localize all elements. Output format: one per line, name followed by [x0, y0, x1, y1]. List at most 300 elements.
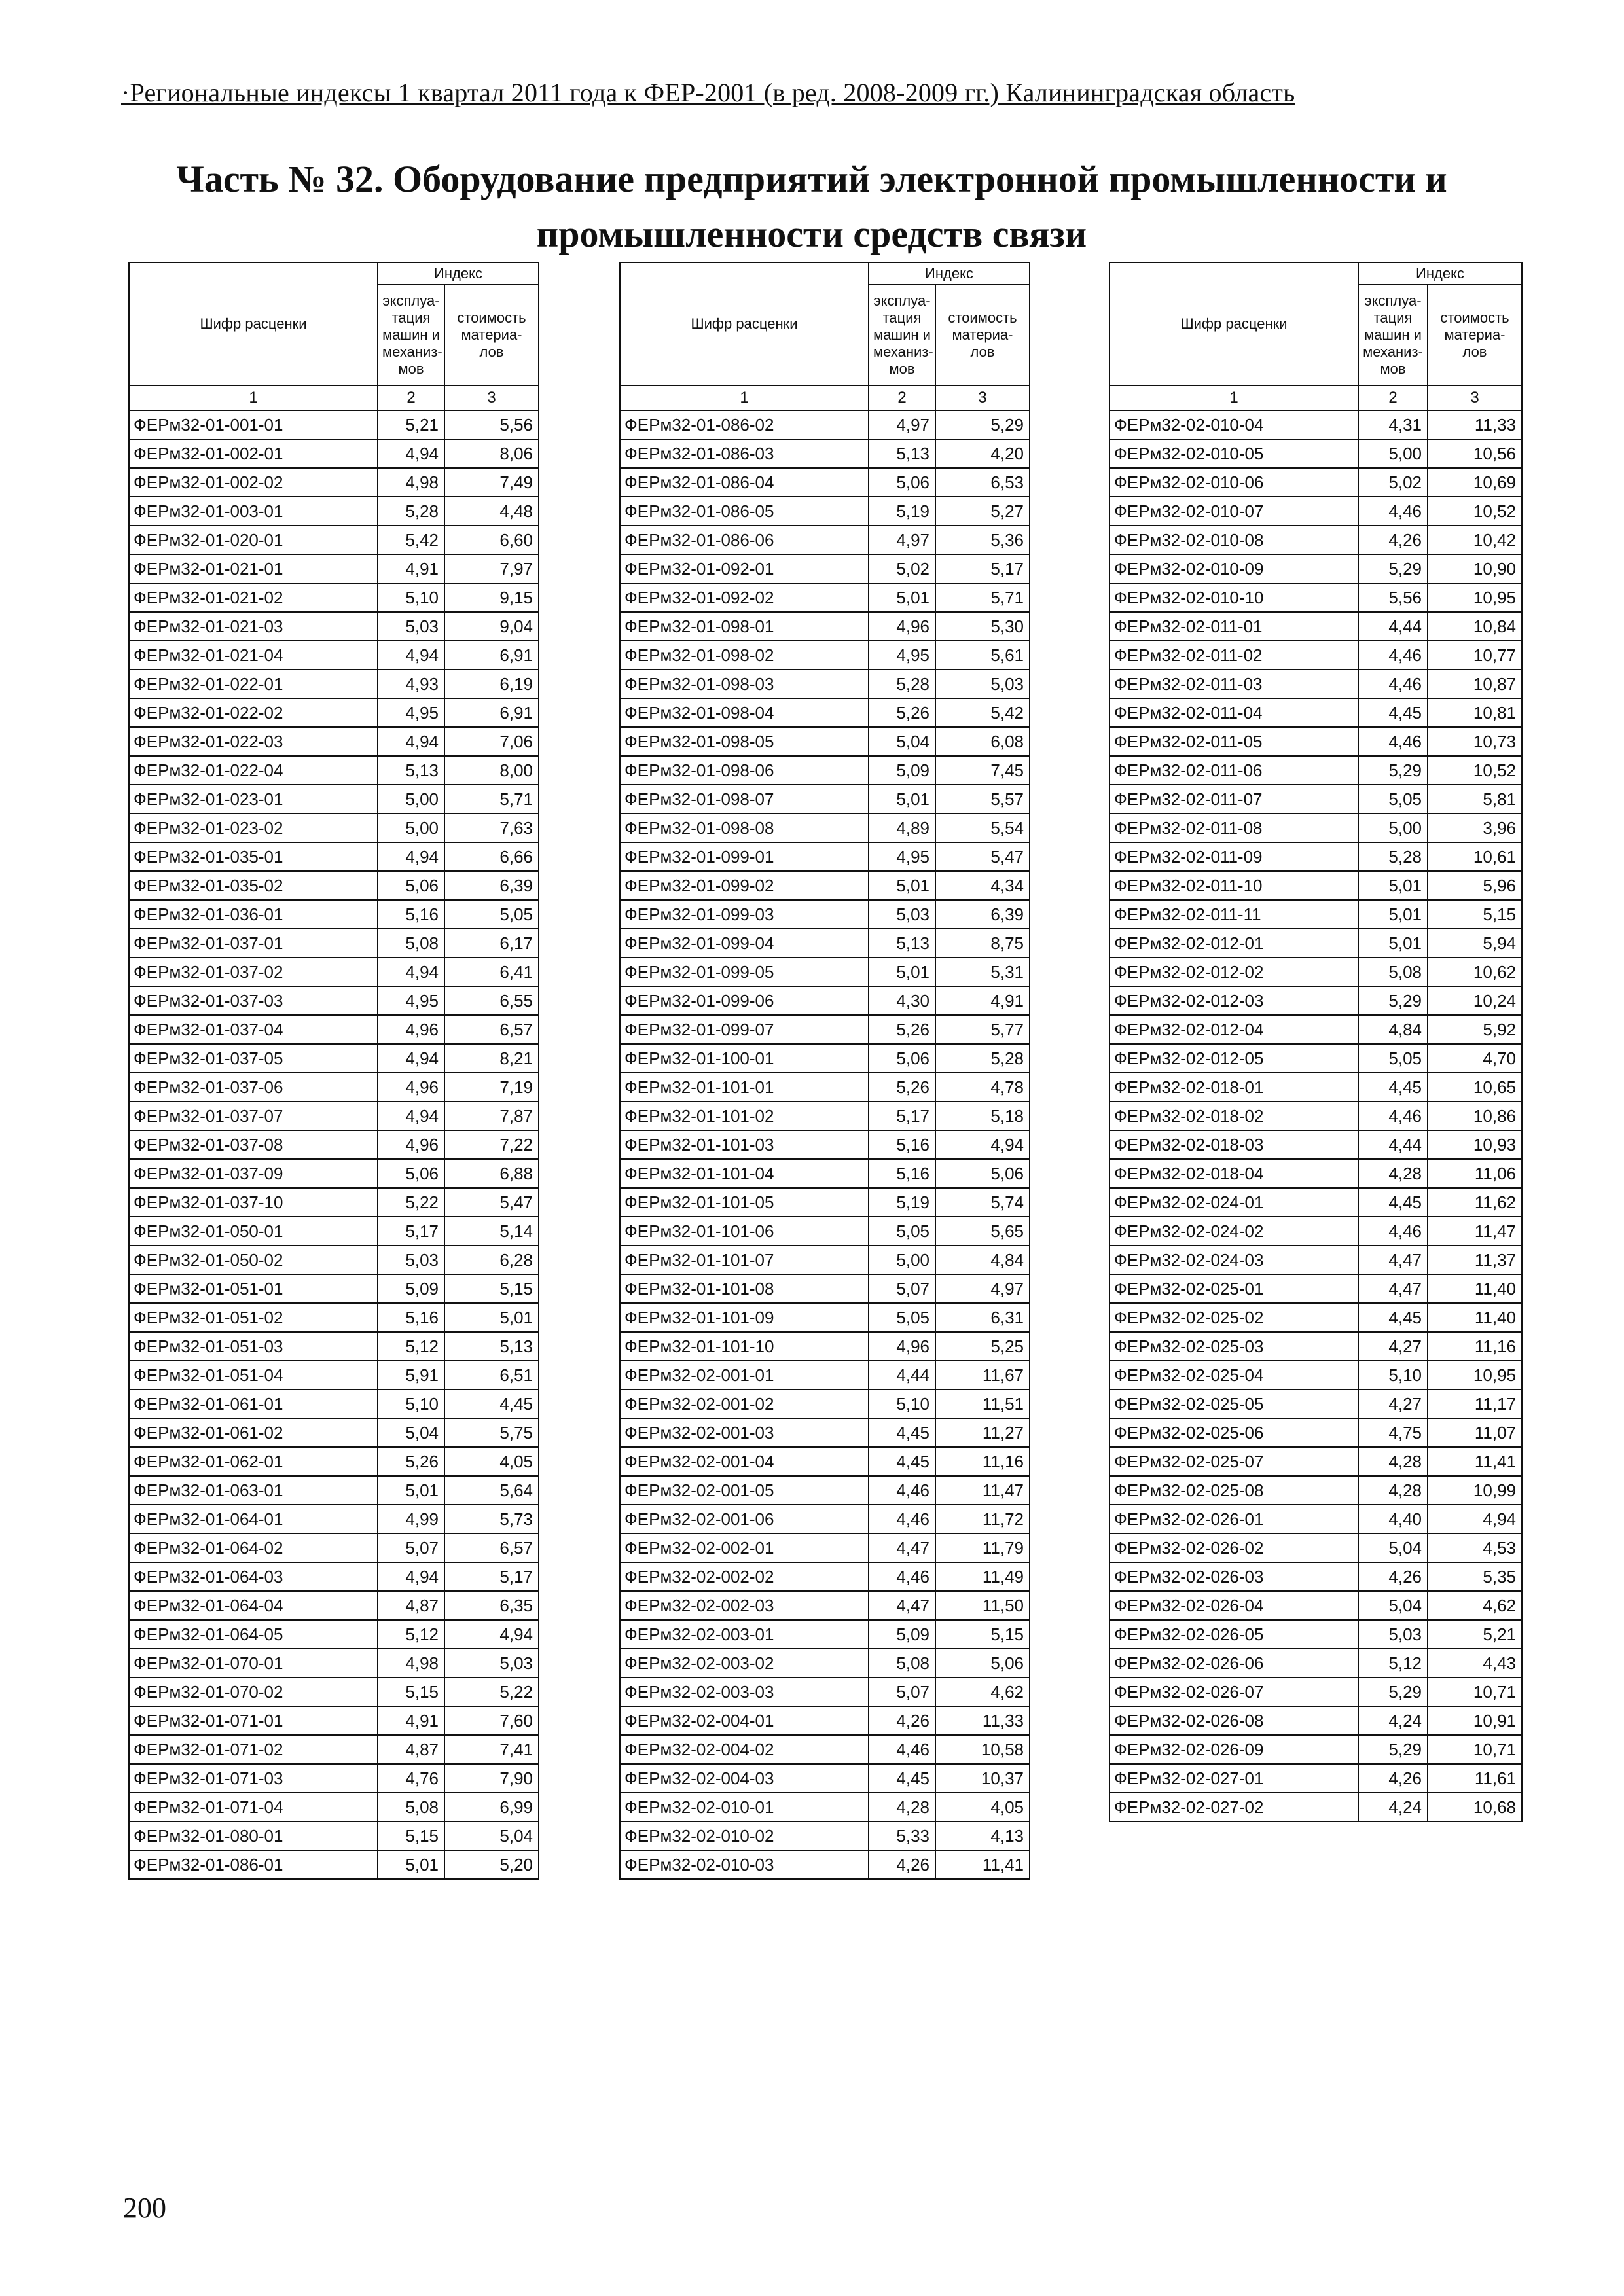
machines-index-cell: 5,26: [869, 1073, 935, 1102]
rate-code-cell: ФЕРм32-01-061-02: [129, 1418, 378, 1447]
table-row: [129, 439, 539, 468]
machines-index-cell: 4,46: [869, 1735, 935, 1764]
table-row: [1110, 1620, 1522, 1649]
materials-index-cell: 10,52: [1428, 756, 1522, 785]
rate-code-cell: ФЕРм32-01-086-04: [620, 468, 869, 497]
materials-index-cell: 6,60: [444, 526, 539, 554]
machines-index-cell: 5,33: [869, 1821, 935, 1850]
table-row: [1110, 785, 1522, 814]
rate-code-cell: ФЕРм32-01-101-07: [620, 1246, 869, 1274]
rate-code-cell: ФЕРм32-02-010-04: [1110, 410, 1358, 439]
rate-code-cell: ФЕРм32-02-026-03: [1110, 1562, 1358, 1591]
materials-index-cell: 6,88: [444, 1159, 539, 1188]
rate-code-cell: ФЕРм32-02-012-01: [1110, 929, 1358, 958]
machines-index-cell: 5,22: [378, 1188, 444, 1217]
materials-index-cell: 7,06: [444, 727, 539, 756]
table-row: [620, 1332, 1030, 1361]
table-row: [129, 871, 539, 900]
rate-code-cell: ФЕРм32-02-001-06: [620, 1505, 869, 1534]
materials-index-cell: 10,99: [1428, 1476, 1522, 1505]
materials-index-cell: 8,75: [935, 929, 1030, 958]
rate-code-cell: ФЕРм32-01-061-01: [129, 1390, 378, 1418]
table-row: [1110, 1793, 1522, 1821]
table-row: [1110, 1015, 1522, 1044]
table-row: [1110, 958, 1522, 986]
table-row: [620, 698, 1030, 727]
rate-code-cell: ФЕРм32-01-037-08: [129, 1130, 378, 1159]
table-row: [129, 1159, 539, 1188]
table-row: [1110, 900, 1522, 929]
table-row: [620, 929, 1030, 958]
materials-index-cell: 5,29: [935, 410, 1030, 439]
table-row: [129, 698, 539, 727]
machines-index-cell: 5,28: [869, 670, 935, 698]
rate-code-cell: ФЕРм32-02-004-03: [620, 1764, 869, 1793]
materials-index-cell: 5,74: [935, 1188, 1030, 1217]
materials-index-cell: 10,95: [1428, 1361, 1522, 1390]
materials-index-cell: 5,73: [444, 1505, 539, 1534]
materials-index-cell: 11,41: [1428, 1447, 1522, 1476]
table-row: [1110, 1274, 1522, 1303]
table-row: [620, 1850, 1030, 1879]
table-row: [620, 1821, 1030, 1850]
rate-code-cell: ФЕРм32-01-092-02: [620, 583, 869, 612]
machines-index-cell: 4,94: [378, 727, 444, 756]
table-row: [620, 554, 1030, 583]
machines-index-cell: 5,06: [378, 1159, 444, 1188]
rate-code-cell: ФЕРм32-02-012-02: [1110, 958, 1358, 986]
part-title-line-1: Часть № 32. Оборудование предприятий электронной промышленности и: [176, 158, 1447, 200]
materials-index-cell: 6,39: [444, 871, 539, 900]
machines-index-cell: 4,75: [1358, 1418, 1428, 1447]
rate-code-cell: ФЕРм32-02-026-06: [1110, 1649, 1358, 1677]
machines-index-cell: 5,05: [1358, 785, 1428, 814]
machines-index-cell: 5,01: [869, 958, 935, 986]
machines-index-cell: 5,13: [378, 756, 444, 785]
table-row: [1110, 1390, 1522, 1418]
materials-index-cell: 5,15: [1428, 900, 1522, 929]
materials-index-cell: 5,15: [935, 1620, 1030, 1649]
materials-index-cell: 4,62: [1428, 1591, 1522, 1620]
machines-index-cell: 4,46: [869, 1505, 935, 1534]
rate-code-cell: ФЕРм32-01-092-01: [620, 554, 869, 583]
rate-code-cell: ФЕРм32-02-018-03: [1110, 1130, 1358, 1159]
materials-index-cell: 11,33: [935, 1706, 1030, 1735]
table-row: [129, 1764, 539, 1793]
machines-index-cell: 4,46: [1358, 670, 1428, 698]
table-row: [129, 814, 539, 842]
materials-index-cell: 10,71: [1428, 1677, 1522, 1706]
rate-code-cell: ФЕРм32-02-026-09: [1110, 1735, 1358, 1764]
table-row: [1110, 842, 1522, 871]
rate-code-cell: ФЕРм32-02-025-07: [1110, 1447, 1358, 1476]
table-row: [129, 1015, 539, 1044]
materials-index-cell: 10,93: [1428, 1130, 1522, 1159]
machines-index-cell: 4,44: [1358, 1130, 1428, 1159]
rate-code-cell: ФЕРм32-01-003-01: [129, 497, 378, 526]
header-code: Шифр расценки: [129, 262, 378, 386]
table-row: [129, 1044, 539, 1073]
rate-code-cell: ФЕРм32-01-101-08: [620, 1274, 869, 1303]
table-row: [129, 1361, 539, 1390]
table-row: [129, 958, 539, 986]
materials-index-cell: 5,01: [444, 1303, 539, 1332]
materials-index-cell: 11,51: [935, 1390, 1030, 1418]
materials-index-cell: 5,20: [444, 1850, 539, 1879]
machines-index-cell: 4,27: [1358, 1332, 1428, 1361]
machines-index-cell: 4,44: [1358, 612, 1428, 641]
machines-index-cell: 4,99: [378, 1505, 444, 1534]
materials-index-cell: 11,47: [935, 1476, 1030, 1505]
table-row: [620, 785, 1030, 814]
materials-index-cell: 5,28: [935, 1044, 1030, 1073]
machines-index-cell: 5,16: [378, 1303, 444, 1332]
machines-index-cell: 4,94: [378, 1044, 444, 1073]
table-row: [129, 1274, 539, 1303]
table-row: [1110, 1505, 1522, 1534]
machines-index-cell: 5,03: [378, 612, 444, 641]
table-row: [129, 1390, 539, 1418]
table-row: [620, 1706, 1030, 1735]
materials-index-cell: 5,30: [935, 612, 1030, 641]
table-row: [1110, 1246, 1522, 1274]
materials-index-cell: 5,94: [1428, 929, 1522, 958]
materials-index-cell: 11,16: [1428, 1332, 1522, 1361]
table-row: [1110, 526, 1522, 554]
rate-code-cell: ФЕРм32-01-071-03: [129, 1764, 378, 1793]
rate-code-cell: ФЕРм32-01-064-04: [129, 1591, 378, 1620]
table-row: [129, 583, 539, 612]
materials-index-cell: 10,81: [1428, 698, 1522, 727]
machines-index-cell: 5,07: [378, 1534, 444, 1562]
table-row: [129, 468, 539, 497]
machines-index-cell: 4,89: [869, 814, 935, 842]
rate-code-cell: ФЕРм32-01-037-01: [129, 929, 378, 958]
materials-index-cell: 11,41: [935, 1850, 1030, 1879]
table-row: [620, 1188, 1030, 1217]
machines-index-cell: 4,30: [869, 986, 935, 1015]
table-row: [129, 1706, 539, 1735]
header-index: Индекс: [1358, 262, 1522, 285]
machines-index-cell: 4,47: [1358, 1246, 1428, 1274]
materials-index-cell: 7,87: [444, 1102, 539, 1130]
table-row: [620, 958, 1030, 986]
rate-code-cell: ФЕРм32-01-099-01: [620, 842, 869, 871]
machines-index-cell: 4,47: [869, 1591, 935, 1620]
rate-code-cell: ФЕРм32-02-024-02: [1110, 1217, 1358, 1246]
materials-index-cell: 5,31: [935, 958, 1030, 986]
materials-index-cell: 6,55: [444, 986, 539, 1015]
materials-index-cell: 5,71: [935, 583, 1030, 612]
rate-code-cell: ФЕРм32-01-064-01: [129, 1505, 378, 1534]
rate-code-cell: ФЕРм32-01-051-02: [129, 1303, 378, 1332]
machines-index-cell: 4,91: [378, 1706, 444, 1735]
table-row: [1110, 1418, 1522, 1447]
materials-index-cell: 5,06: [935, 1649, 1030, 1677]
rate-code-cell: ФЕРм32-02-012-03: [1110, 986, 1358, 1015]
machines-index-cell: 4,44: [869, 1361, 935, 1390]
rate-code-cell: ФЕРм32-02-011-08: [1110, 814, 1358, 842]
materials-index-cell: 5,03: [444, 1649, 539, 1677]
machines-index-cell: 4,97: [869, 410, 935, 439]
table-row: [1110, 1217, 1522, 1246]
rate-code-cell: ФЕРм32-01-098-04: [620, 698, 869, 727]
machines-index-cell: 5,13: [869, 439, 935, 468]
table-row: [129, 1303, 539, 1332]
table-row: [129, 1102, 539, 1130]
materials-index-cell: 5,81: [1428, 785, 1522, 814]
column-number-1: 1: [129, 386, 378, 410]
rate-code-cell: ФЕРм32-02-011-05: [1110, 727, 1358, 756]
machines-index-cell: 5,19: [869, 1188, 935, 1217]
header-materials: стоимость материа-лов: [1428, 285, 1522, 386]
rate-code-cell: ФЕРм32-01-037-07: [129, 1102, 378, 1130]
rate-code-cell: ФЕРм32-01-036-01: [129, 900, 378, 929]
machines-index-cell: 4,24: [1358, 1793, 1428, 1821]
materials-index-cell: 8,00: [444, 756, 539, 785]
table-row: [129, 756, 539, 785]
machines-index-cell: 4,84: [1358, 1015, 1428, 1044]
rate-code-cell: ФЕРм32-01-022-04: [129, 756, 378, 785]
table-row: [620, 1073, 1030, 1102]
machines-index-cell: 4,98: [378, 1649, 444, 1677]
part-title-line-2: промышленности средств связи: [536, 213, 1087, 255]
rate-code-cell: ФЕРм32-01-086-02: [620, 410, 869, 439]
table-row: [620, 1620, 1030, 1649]
machines-index-cell: 5,26: [869, 698, 935, 727]
machines-index-cell: 5,00: [869, 1246, 935, 1274]
rate-code-cell: ФЕРм32-01-037-10: [129, 1188, 378, 1217]
machines-index-cell: 4,94: [378, 641, 444, 670]
index-table-2: [619, 262, 1030, 1880]
header-materials: стоимость материа-лов: [935, 285, 1030, 386]
table-row: [129, 1677, 539, 1706]
rate-code-cell: ФЕРм32-01-035-01: [129, 842, 378, 871]
rate-code-cell: ФЕРм32-01-101-06: [620, 1217, 869, 1246]
table-row: [1110, 1073, 1522, 1102]
table-row: [1110, 1677, 1522, 1706]
rate-code-cell: ФЕРм32-02-010-09: [1110, 554, 1358, 583]
materials-index-cell: 11,17: [1428, 1390, 1522, 1418]
machines-index-cell: 5,10: [1358, 1361, 1428, 1390]
rate-code-cell: ФЕРм32-01-035-02: [129, 871, 378, 900]
table-row: [1110, 468, 1522, 497]
machines-index-cell: 5,12: [378, 1620, 444, 1649]
rate-code-cell: ФЕРм32-02-004-01: [620, 1706, 869, 1735]
rate-code-cell: ФЕРм32-02-001-03: [620, 1418, 869, 1447]
table-row: [1110, 1130, 1522, 1159]
materials-index-cell: 5,77: [935, 1015, 1030, 1044]
rate-code-cell: ФЕРм32-01-099-06: [620, 986, 869, 1015]
table-row: [129, 1620, 539, 1649]
materials-index-cell: 6,19: [444, 670, 539, 698]
materials-index-cell: 5,35: [1428, 1562, 1522, 1591]
rate-code-cell: ФЕРм32-02-024-03: [1110, 1246, 1358, 1274]
machines-index-cell: 4,26: [1358, 526, 1428, 554]
table-row: [620, 641, 1030, 670]
machines-index-cell: 4,46: [1358, 641, 1428, 670]
materials-index-cell: 5,04: [444, 1821, 539, 1850]
rate-code-cell: ФЕРм32-02-026-08: [1110, 1706, 1358, 1735]
machines-index-cell: 4,95: [378, 986, 444, 1015]
rate-code-cell: ФЕРм32-01-099-04: [620, 929, 869, 958]
rate-code-cell: ФЕРм32-01-037-04: [129, 1015, 378, 1044]
materials-index-cell: 11,50: [935, 1591, 1030, 1620]
materials-index-cell: 10,73: [1428, 727, 1522, 756]
machines-index-cell: 5,00: [378, 785, 444, 814]
rate-code-cell: ФЕРм32-01-037-06: [129, 1073, 378, 1102]
rate-code-cell: ФЕРм32-01-098-08: [620, 814, 869, 842]
machines-index-cell: 5,26: [869, 1015, 935, 1044]
materials-index-cell: 10,58: [935, 1735, 1030, 1764]
machines-index-cell: 5,42: [378, 526, 444, 554]
rate-code-cell: ФЕРм32-01-098-03: [620, 670, 869, 698]
table-row: [129, 1246, 539, 1274]
rate-code-cell: ФЕРм32-02-025-08: [1110, 1476, 1358, 1505]
table-row: [620, 756, 1030, 785]
table-row: [620, 1591, 1030, 1620]
table-row: [129, 1735, 539, 1764]
rate-code-cell: ФЕРм32-02-001-05: [620, 1476, 869, 1505]
materials-index-cell: 4,43: [1428, 1649, 1522, 1677]
machines-index-cell: 4,46: [1358, 1217, 1428, 1246]
rate-code-cell: ФЕРм32-02-003-03: [620, 1677, 869, 1706]
machines-index-cell: 5,03: [378, 1246, 444, 1274]
header-machines: эксплуа-тация машин и механиз-мов: [1358, 285, 1428, 386]
rate-code-cell: ФЕРм32-02-011-06: [1110, 756, 1358, 785]
table-row: [620, 1130, 1030, 1159]
table-row: [620, 900, 1030, 929]
materials-index-cell: 9,04: [444, 612, 539, 641]
machines-index-cell: 4,27: [1358, 1390, 1428, 1418]
rate-code-cell: ФЕРм32-01-086-01: [129, 1850, 378, 1879]
rate-code-cell: ФЕРм32-02-011-03: [1110, 670, 1358, 698]
table-row: [620, 842, 1030, 871]
table-row: [1110, 1534, 1522, 1562]
table-row: [1110, 554, 1522, 583]
machines-index-cell: 5,12: [378, 1332, 444, 1361]
rate-code-cell: ФЕРм32-01-037-09: [129, 1159, 378, 1188]
rate-code-cell: ФЕРм32-01-037-03: [129, 986, 378, 1015]
table-row: [1110, 583, 1522, 612]
materials-index-cell: 11,37: [1428, 1246, 1522, 1274]
machines-index-cell: 5,04: [1358, 1534, 1428, 1562]
table-row: [1110, 756, 1522, 785]
table-row: [620, 1793, 1030, 1821]
rate-code-cell: ФЕРм32-02-025-02: [1110, 1303, 1358, 1332]
table-row: [129, 1793, 539, 1821]
machines-index-cell: 4,87: [378, 1591, 444, 1620]
materials-index-cell: 4,53: [1428, 1534, 1522, 1562]
machines-index-cell: 4,95: [869, 842, 935, 871]
machines-index-cell: 5,00: [1358, 814, 1428, 842]
header-index: Индекс: [869, 262, 1030, 285]
table-row: [620, 468, 1030, 497]
table-row: [620, 986, 1030, 1015]
table-row: [129, 1850, 539, 1879]
machines-index-cell: 4,95: [378, 698, 444, 727]
materials-index-cell: 4,94: [1428, 1505, 1522, 1534]
rate-code-cell: ФЕРм32-01-023-01: [129, 785, 378, 814]
machines-index-cell: 5,56: [1358, 583, 1428, 612]
materials-index-cell: 10,86: [1428, 1102, 1522, 1130]
materials-index-cell: 10,37: [935, 1764, 1030, 1793]
index-table-1: [128, 262, 539, 1880]
materials-index-cell: 7,19: [444, 1073, 539, 1102]
materials-index-cell: 10,61: [1428, 842, 1522, 871]
machines-index-cell: 5,17: [378, 1217, 444, 1246]
machines-index-cell: 4,46: [869, 1476, 935, 1505]
materials-index-cell: 6,91: [444, 698, 539, 727]
machines-index-cell: 4,26: [1358, 1562, 1428, 1591]
materials-index-cell: 5,17: [935, 554, 1030, 583]
rate-code-cell: ФЕРм32-01-021-02: [129, 583, 378, 612]
table-row: [620, 1361, 1030, 1390]
materials-index-cell: 7,60: [444, 1706, 539, 1735]
table-row: [1110, 929, 1522, 958]
table-row: [620, 410, 1030, 439]
rate-code-cell: ФЕРм32-01-051-03: [129, 1332, 378, 1361]
rate-code-cell: ФЕРм32-02-002-01: [620, 1534, 869, 1562]
materials-index-cell: 10,91: [1428, 1706, 1522, 1735]
machines-index-cell: 5,00: [378, 814, 444, 842]
rate-code-cell: ФЕРм32-02-012-04: [1110, 1015, 1358, 1044]
materials-index-cell: 6,51: [444, 1361, 539, 1390]
header-code: Шифр расценки: [1110, 262, 1358, 386]
table-row: [129, 785, 539, 814]
machines-index-cell: 4,46: [1358, 1102, 1428, 1130]
materials-index-cell: 10,71: [1428, 1735, 1522, 1764]
materials-index-cell: 6,53: [935, 468, 1030, 497]
materials-index-cell: 6,66: [444, 842, 539, 871]
materials-index-cell: 11,62: [1428, 1188, 1522, 1217]
table-row: [620, 1217, 1030, 1246]
machines-index-cell: 5,28: [378, 497, 444, 526]
machines-index-cell: 4,91: [378, 554, 444, 583]
table-row: [1110, 497, 1522, 526]
table-row: [1110, 670, 1522, 698]
materials-index-cell: 6,91: [444, 641, 539, 670]
machines-index-cell: 4,45: [1358, 698, 1428, 727]
materials-index-cell: 6,08: [935, 727, 1030, 756]
table-row: [1110, 1159, 1522, 1188]
page-number: 200: [123, 2192, 166, 2224]
table-row: [620, 1274, 1030, 1303]
table-row: [620, 1390, 1030, 1418]
machines-index-cell: 4,97: [869, 526, 935, 554]
table-row: [620, 583, 1030, 612]
column-number-2: 2: [869, 386, 935, 410]
materials-index-cell: 9,15: [444, 583, 539, 612]
materials-index-cell: 11,72: [935, 1505, 1030, 1534]
rate-code-cell: ФЕРм32-01-101-10: [620, 1332, 869, 1361]
table-row: [620, 1735, 1030, 1764]
machines-index-cell: 5,03: [869, 900, 935, 929]
materials-index-cell: 10,90: [1428, 554, 1522, 583]
rate-code-cell: ФЕРм32-01-098-01: [620, 612, 869, 641]
machines-index-cell: 4,95: [869, 641, 935, 670]
rate-code-cell: ФЕРм32-01-050-01: [129, 1217, 378, 1246]
machines-index-cell: 4,28: [1358, 1447, 1428, 1476]
materials-index-cell: 6,99: [444, 1793, 539, 1821]
rate-code-cell: ФЕРм32-02-012-05: [1110, 1044, 1358, 1073]
table-row: [129, 1649, 539, 1677]
table-row: [129, 727, 539, 756]
materials-index-cell: 10,68: [1428, 1793, 1522, 1821]
column-number-2: 2: [1358, 386, 1428, 410]
rate-code-cell: ФЕРм32-02-027-02: [1110, 1793, 1358, 1821]
table-row: [129, 1130, 539, 1159]
